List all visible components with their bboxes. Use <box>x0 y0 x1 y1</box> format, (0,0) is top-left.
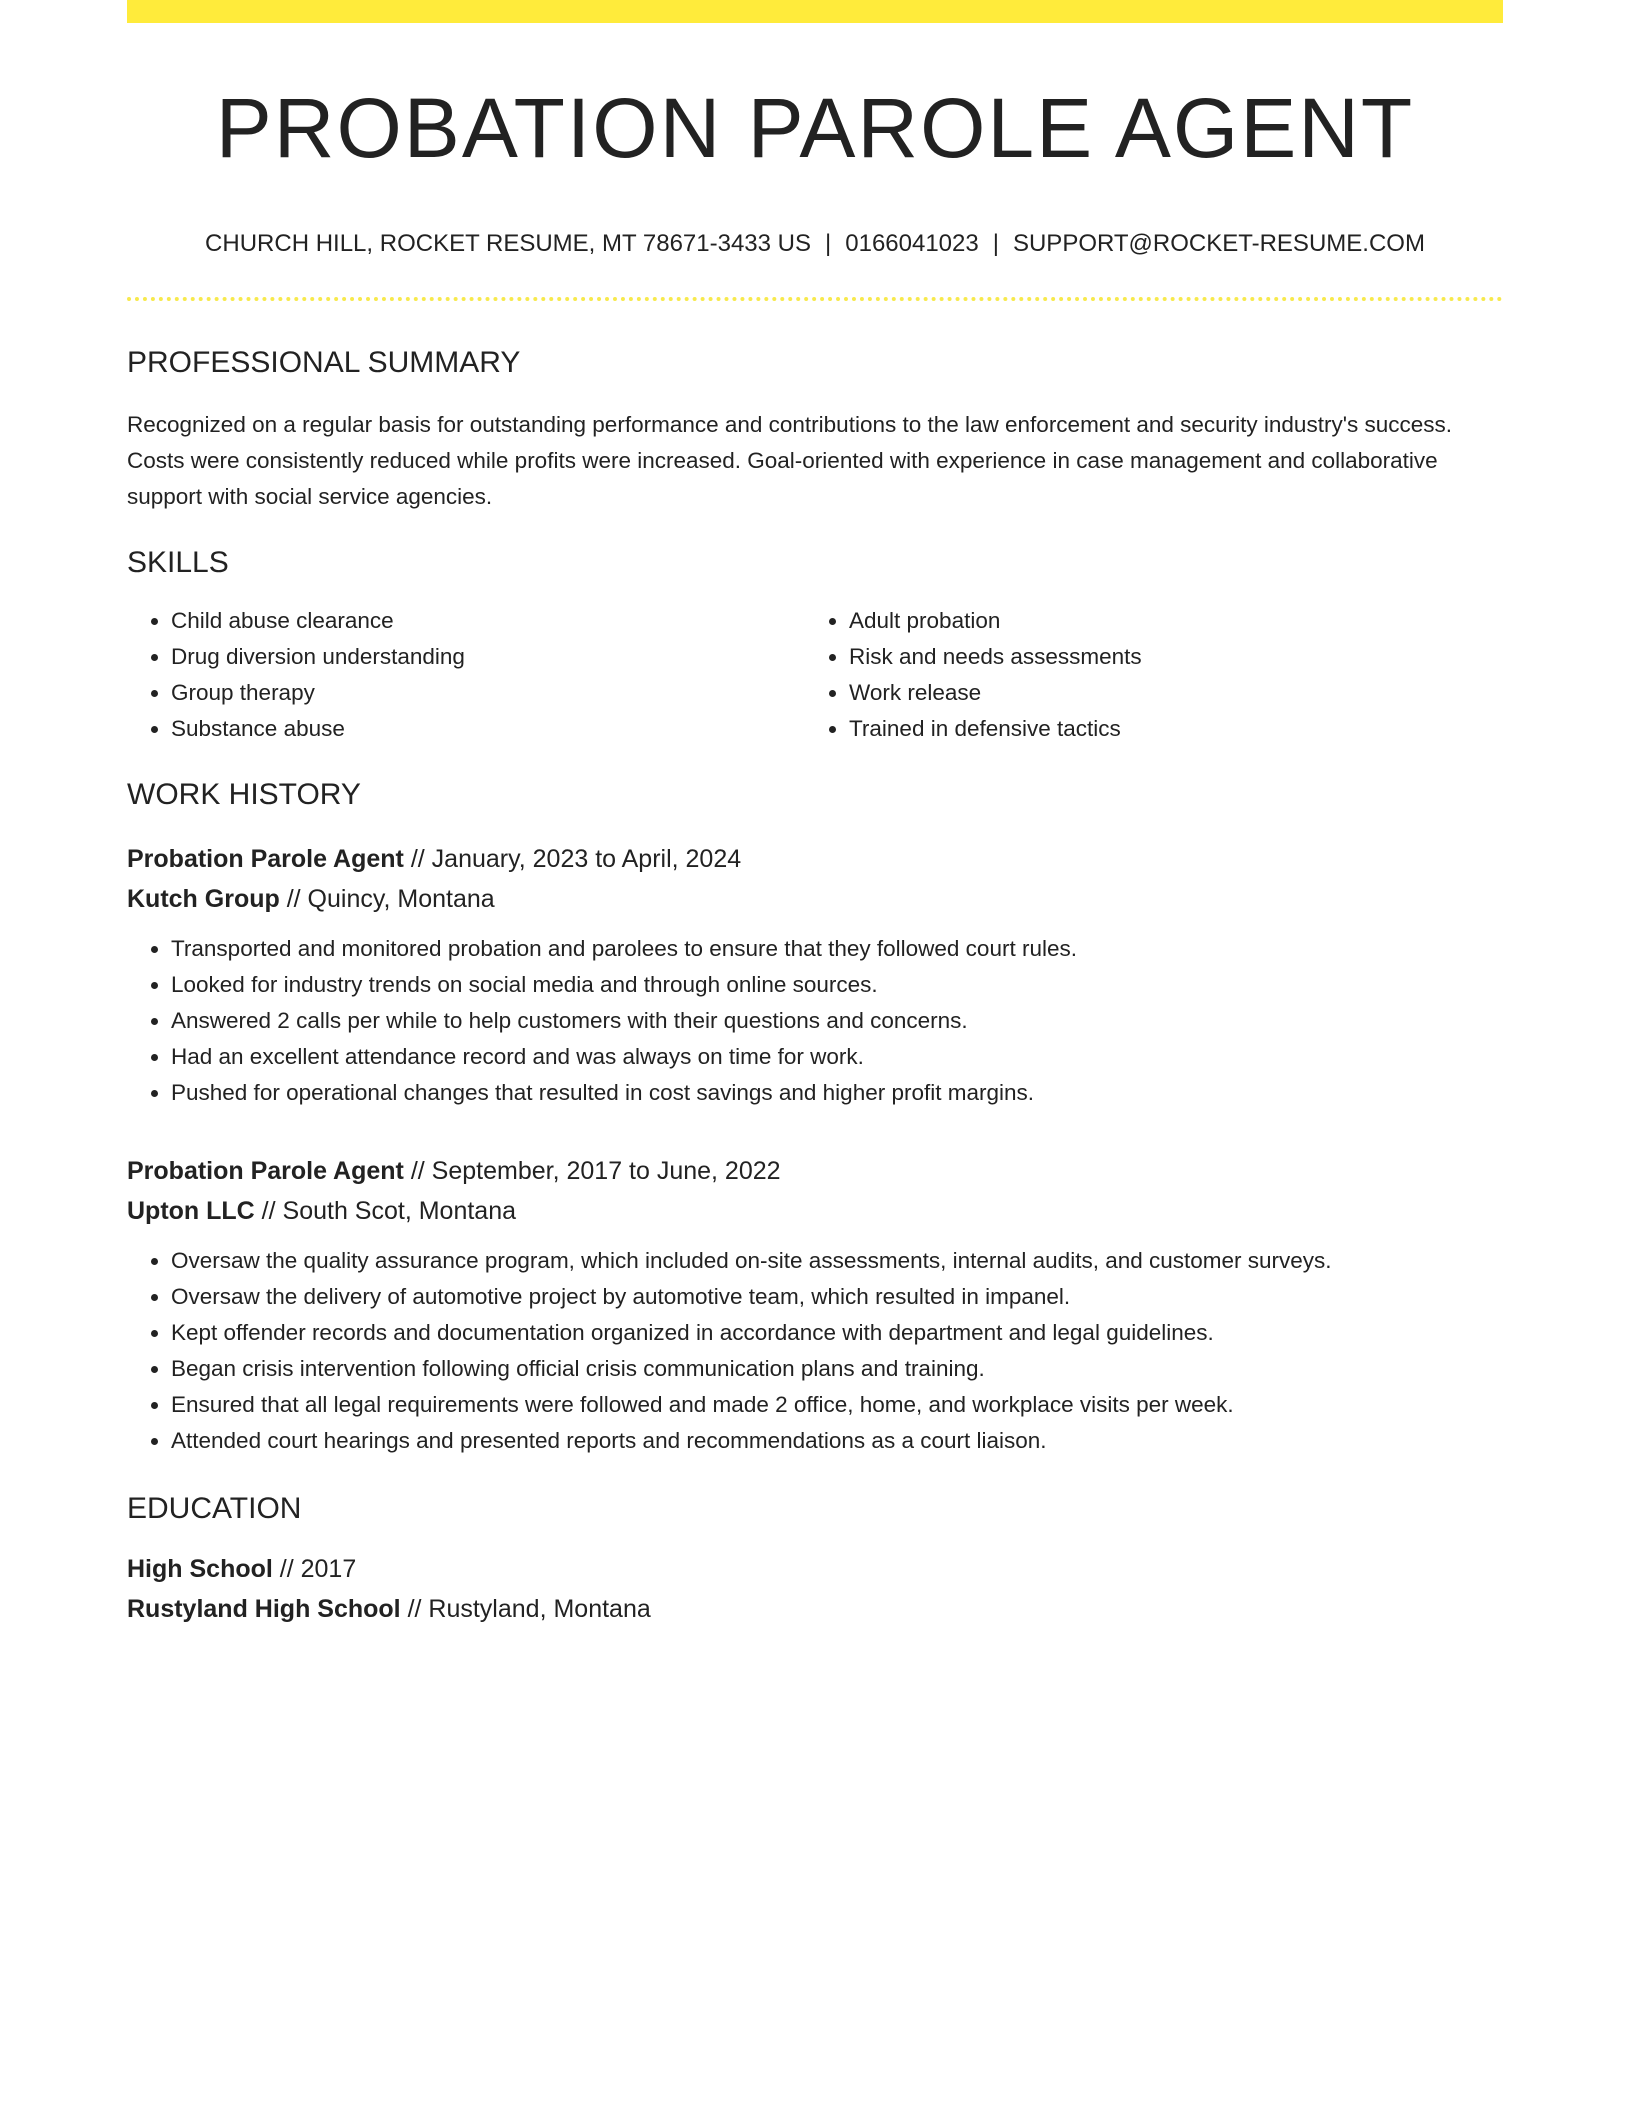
contact-phone[interactable]: 0166041023 <box>845 230 979 257</box>
contact-address: CHURCH HILL, ROCKET RESUME, MT 78671-3433 US <box>205 230 812 257</box>
job-bullet: • Answered 2 calls per while to help customers with their questions and concerns. <box>171 1003 1503 1039</box>
job-title-line <box>127 1151 1503 1191</box>
top-accent-bar <box>127 0 1503 23</box>
job-bullet: • Began crisis intervention following official crisis communication plans and training. <box>171 1351 1503 1387</box>
job-company: Upton LLC <box>127 1196 255 1225</box>
section-title-work-history: WORK HISTORY <box>127 777 361 811</box>
job-title-line <box>127 839 1503 879</box>
contact-line <box>127 230 1503 259</box>
job-bullet: • Ensured that all legal requirements were followed and made 2 office, home, and workplace visits per week. <box>171 1387 1503 1423</box>
skill-item: • Work release <box>849 675 1449 711</box>
section-title-skills: SKILLS <box>127 545 229 579</box>
job-entry <box>127 1151 1503 1459</box>
contact-separator: | <box>992 230 999 257</box>
job-location: // South Scot, Montana <box>254 1196 517 1225</box>
job-bullet: • Kept offender records and documentation organized in accordance with department and legal guidelines. <box>171 1315 1503 1351</box>
job-position: Probation Parole Agent <box>127 844 404 873</box>
skill-item: • Substance abuse <box>171 711 805 747</box>
education-degree-line <box>127 1549 1503 1589</box>
job-bullets <box>127 1243 1503 1459</box>
job-position: Probation Parole Agent <box>127 1156 404 1185</box>
skill-item: • Risk and needs assessments <box>849 639 1449 675</box>
education-location: // Rustyland, Montana <box>400 1594 651 1623</box>
skill-item: • Drug diversion understanding <box>171 639 805 675</box>
job-company-line <box>127 879 1503 919</box>
job-bullets <box>127 931 1503 1111</box>
skills-column-right <box>805 603 1449 747</box>
education-entry <box>127 1549 1503 1629</box>
education-school-line <box>127 1589 1503 1629</box>
job-dates: // September, 2017 to June, 2022 <box>403 1156 781 1185</box>
job-bullet: • Attended court hearings and presented reports and recommendations as a court liaison. <box>171 1423 1503 1459</box>
job-bullet: • Pushed for operational changes that resulted in cost savings and higher profit margins. <box>171 1075 1503 1111</box>
job-dates: // January, 2023 to April, 2024 <box>403 844 742 873</box>
job-entry <box>127 839 1503 1111</box>
contact-separator: | <box>825 230 832 257</box>
candidate-name: PROBATION PAROLE AGENT <box>215 81 1415 175</box>
contact-email[interactable]: SUPPORT@ROCKET-RESUME.COM <box>1012 230 1425 257</box>
skill-item: • Adult probation <box>849 603 1449 639</box>
job-bullet: • Transported and monitored probation and parolees to ensure that they followed court rules. <box>171 931 1503 967</box>
section-title-summary: PROFESSIONAL SUMMARY <box>127 345 521 379</box>
job-bullet: • Looked for industry trends on social media and through online sources. <box>171 967 1503 1003</box>
job-location: // Quincy, Montana <box>279 884 495 913</box>
education-school: Rustyland High School <box>127 1594 401 1623</box>
job-company-line <box>127 1191 1503 1231</box>
education-year: // 2017 <box>272 1554 357 1583</box>
job-bullet: • Oversaw the quality assurance program, which included on-site assessments, internal audits, and customer surveys. <box>171 1243 1503 1279</box>
header-divider <box>127 297 1503 301</box>
job-company: Kutch Group <box>127 884 280 913</box>
job-bullet: • Had an excellent attendance record and was always on time for work. <box>171 1039 1503 1075</box>
section-title-education: EDUCATION <box>127 1491 302 1525</box>
skills-column-left <box>127 603 805 747</box>
skill-item: • Child abuse clearance <box>171 603 805 639</box>
job-bullet: • Oversaw the delivery of automotive project by automotive team, which resulted in impanel. <box>171 1279 1503 1315</box>
skill-item: • Trained in defensive tactics <box>849 711 1449 747</box>
resume-page <box>127 0 1503 1629</box>
summary-text: Recognized on a regular basis for outstanding performance and contributions to the law enforcement and security industry's success. Costs were consistently reduced while profits were increased. Goal-oriented with experience in case management and collaborative support with social service agencies. <box>127 411 1453 509</box>
skill-item: • Group therapy <box>171 675 805 711</box>
education-degree: High School <box>127 1554 273 1583</box>
skills-list <box>127 603 1503 747</box>
